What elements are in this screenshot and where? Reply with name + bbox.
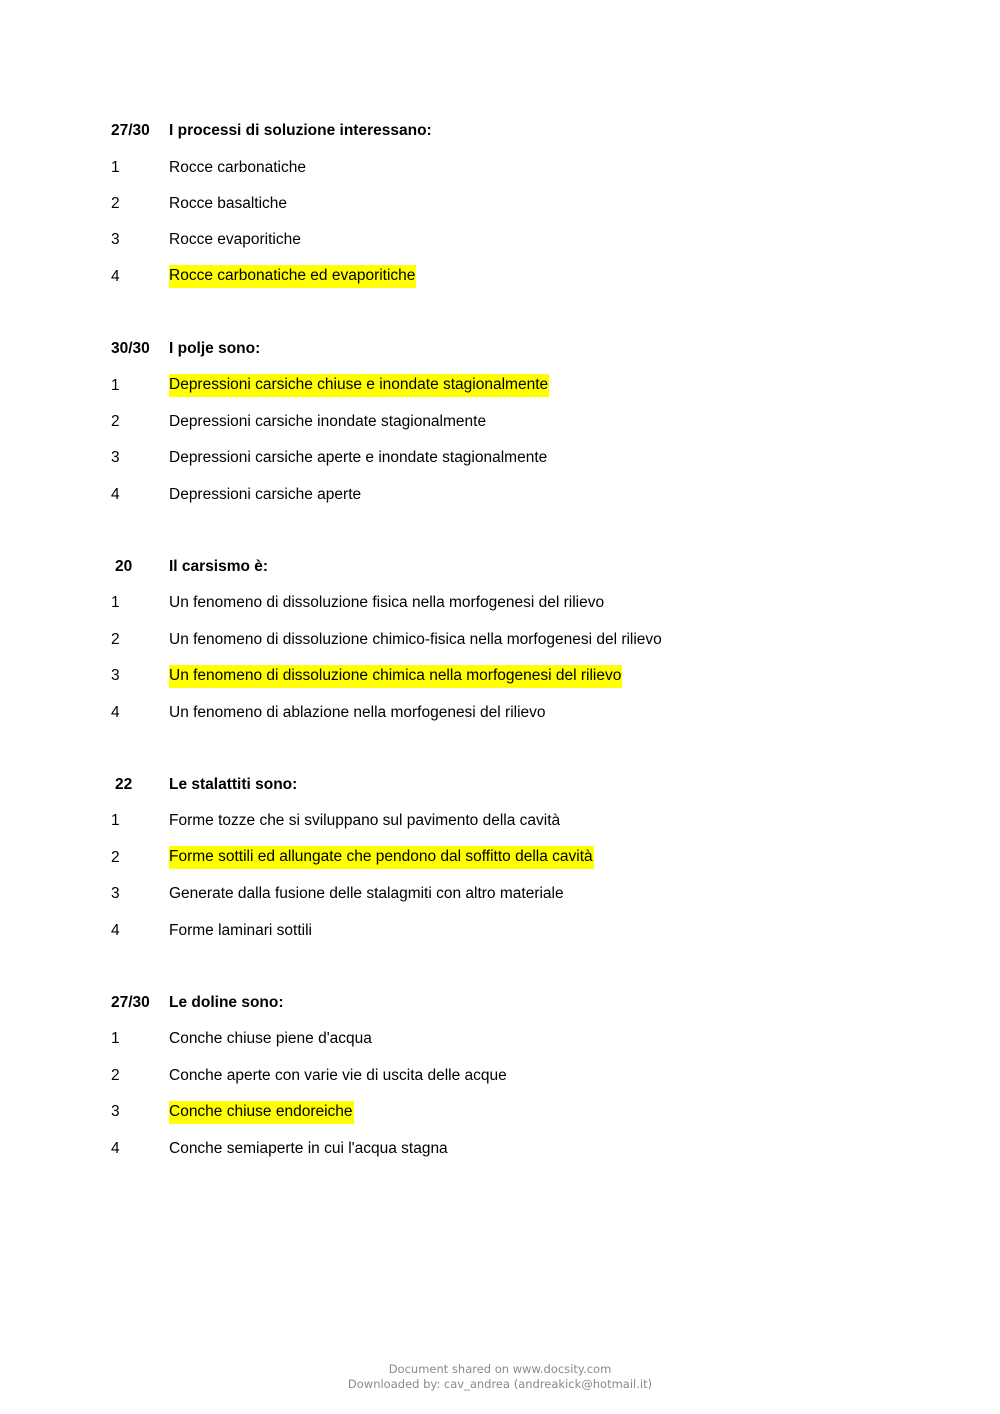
answer-text: Generate dalla fusione delle stalagmiti con altro materiale [169,885,564,903]
answer-text: Conche semiaperte in cui l'acqua stagna [169,1139,448,1157]
answer-text-highlighted: Depressioni carsiche chiuse e inondate stagionalmente [169,374,549,397]
answer-number: 2 [111,1066,120,1084]
answer-option [111,622,971,658]
answer-option [111,1058,971,1094]
footer-shared-text: Document shared on www.docsity.com [388,1362,612,1376]
question-score: 20 [115,558,133,576]
answer-number: 2 [111,630,120,648]
answer-text: Rocce carbonatiche [169,158,306,176]
page-footer [0,1362,1000,1392]
question-block [111,331,971,513]
answer-text: Depressioni carsiche aperte e inondate stagionalmente [169,449,548,467]
answer-number: 3 [111,1103,120,1121]
answer-text-highlighted: Un fenomeno di dissoluzione chimica nella morfogenesi del rilievo [169,665,622,688]
answer-option [111,694,971,730]
answer-number: 2 [111,194,120,212]
answer-option [111,585,971,621]
quiz-document [111,113,971,1203]
question-score: 22 [115,776,133,794]
answer-option [111,367,971,403]
question-header [111,767,971,803]
question-score: 27/30 [111,122,150,140]
answer-number: 2 [111,848,120,866]
answer-number: 3 [111,231,120,249]
answer-number: 1 [111,158,120,176]
answer-text-highlighted: Rocce carbonatiche ed evaporitiche [169,265,416,288]
question-text: Le doline sono: [169,994,284,1011]
question-header [111,549,971,585]
answer-text: Conche chiuse piene d'acqua [169,1030,372,1048]
answer-number: 1 [111,594,120,612]
answer-number: 4 [111,267,120,285]
answer-number: 1 [111,1030,120,1048]
answer-number: 4 [111,703,120,721]
question-header [111,113,971,149]
answer-text: Un fenomeno di ablazione nella morfogenesi del rilievo [169,703,546,721]
answer-option [111,1130,971,1166]
answer-option [111,259,971,295]
answer-text: Depressioni carsiche inondate stagionalmente [169,412,487,430]
answer-option [111,440,971,476]
answer-text: Un fenomeno di dissoluzione fisica nella morfogenesi del rilievo [169,594,605,612]
answer-text: Depressioni carsiche aperte [169,485,362,503]
answer-text: Conche aperte con varie vie di uscita delle acque [169,1066,507,1084]
answer-text-highlighted: Forme sottili ed allungate che pendono dal soffitto della cavità [169,846,594,869]
question-block [111,985,971,1167]
footer-downloaded-text: Downloaded by: cav_andrea (andreakick@hotmail.it) [347,1377,653,1391]
question-text: I polje sono: [169,340,261,358]
question-text: Le stalattiti sono: [169,776,298,794]
answer-number: 3 [111,885,120,903]
answer-text: Un fenomeno di dissoluzione chimico-fisica nella morfogenesi del rilievo [169,630,662,648]
question-header [111,331,971,367]
question-block [111,549,971,731]
answer-option [111,1094,971,1130]
answer-option [111,840,971,876]
answer-number: 3 [111,449,120,467]
answer-option [111,912,971,948]
answer-number: 4 [111,921,120,939]
answer-number: 1 [111,812,120,830]
question-text: Il carsismo è: [169,558,269,576]
question-text: I processi di soluzione interessano: [169,122,432,140]
answer-number: 4 [111,485,120,503]
answer-option [111,876,971,912]
answer-option [111,186,971,222]
answer-option [111,1021,971,1057]
answer-number: 2 [111,412,120,430]
question-score: 27/30 [111,994,150,1011]
answer-number: 4 [111,1139,120,1157]
answer-text: Rocce basaltiche [169,194,288,212]
answer-option [111,658,971,694]
answer-number: 1 [111,376,120,394]
answer-text: Rocce evaporitiche [169,231,301,249]
answer-text: Forme laminari sottili [169,921,312,939]
answer-text-highlighted: Conche chiuse endoreiche [169,1101,354,1124]
answer-option [111,803,971,839]
answer-option [111,222,971,258]
answer-number: 3 [111,667,120,685]
answer-option [111,149,971,185]
answer-option [111,404,971,440]
answer-text: Forme tozze che si sviluppano sul pavimento della cavità [169,812,561,830]
answer-option [111,477,971,513]
question-block [111,767,971,949]
question-block [111,113,971,295]
question-header [111,985,971,1021]
question-score: 30/30 [111,340,150,358]
